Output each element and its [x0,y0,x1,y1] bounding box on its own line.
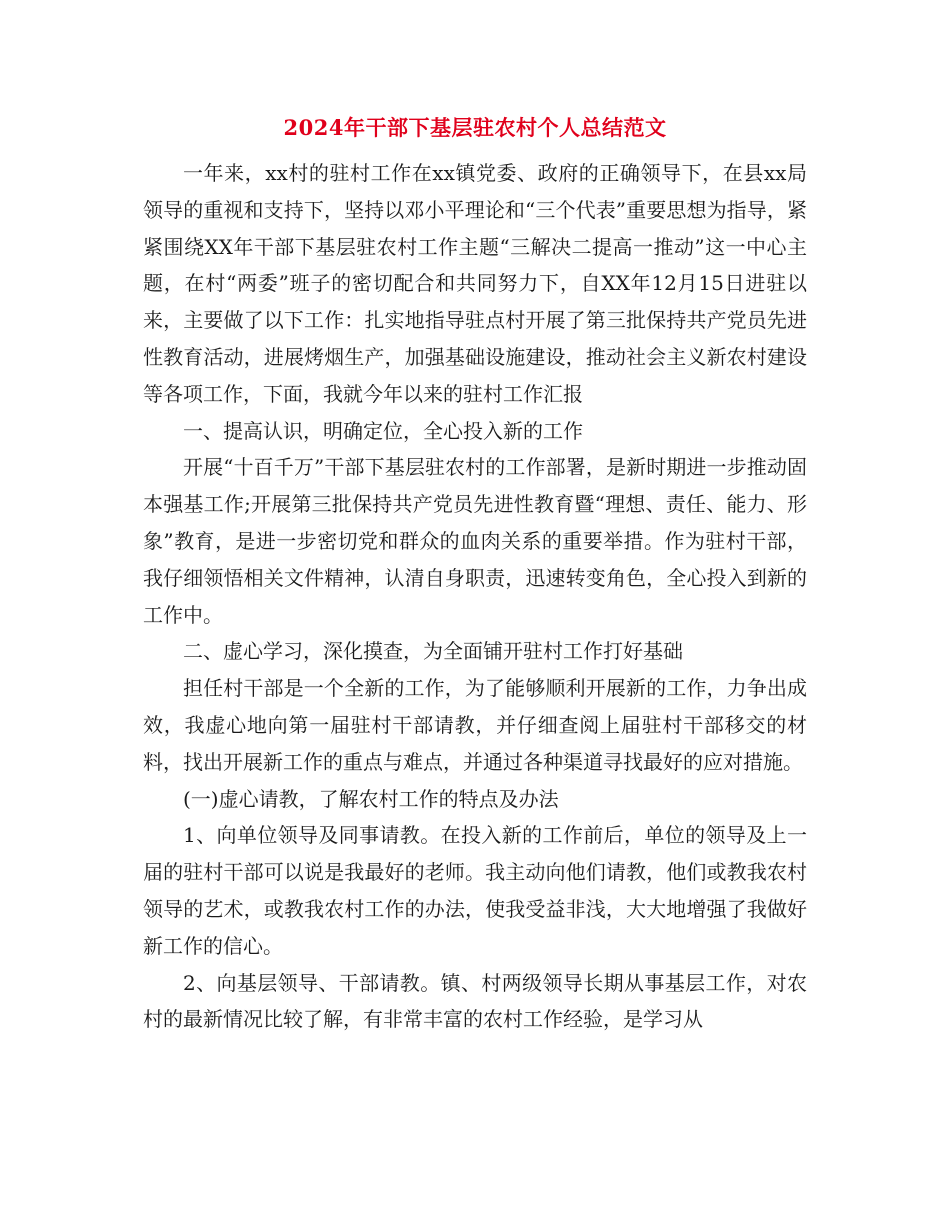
paragraph: 开展“十百千万”干部下基层驻农村的工作部署，是新时期进一步推动固本强基工作;开展第三批保持共产党员先进性教育暨“理想、责任、能力、形象”教育，是进一步密切党和群众的血肉关系的重要举措。作为驻村干部，我仔细领悟相关文件精神，认清自身职责，迅速转变角色，全心投入到新的工作中。 [143,455,807,627]
document-title: 2024年干部下基层驻农村个人总结范文 [283,115,667,140]
paragraph: 一年来，xx村的驻村工作在xx镇党委、政府的正确领导下，在县xx局领导的重视和支持下，坚持以邓小平理论和“三个代表”重要思想为指导，紧紧围绕XX年干部下基层驻农村工作主题“三解决二提高一推动”这一中心主题，在村“两委”班子的密切配合和共同努力下，自XX年12月15日进驻以来，主要做了以下工作：扎实地指导驻点村开展了第三批保持共产党员先进性教育活动，进展烤烟生产，加强基础设施建设，推动社会主义新农村建设等各项工作，下面，我就今年以来的驻村工作汇报 [143,161,807,406]
document-body [143,155,807,1038]
section-heading: 二、虚心学习，深化摸查，为全面铺开驻村工作打好基础 [183,639,683,664]
paragraph: 1、向单位领导及同事请教。在投入新的工作前后，单位的领导及上一届的驻村干部可以说是我最好的老师。我主动向他们请教，他们或教我农村领导的艺术，或教我农村工作的办法，使我受益非浅，大大地增强了我做好新工作的信心。 [143,823,807,958]
paragraph: 2、向基层领导、干部请教。镇、村两级领导长期从事基层工作，对农村的最新情况比较了解，有非常丰富的农村工作经验，是学习从 [143,970,807,1032]
section-heading: 一、提高认识，明确定位，全心投入新的工作 [183,418,583,443]
paragraph: 担任村干部是一个全新的工作，为了能够顺利开展新的工作，力争出成效，我虚心地向第一届驻村干部请教，并仔细查阅上届驻村干部移交的材料，找出开展新工作的重点与难点，并通过各种渠道寻找最好的应对措施。 [143,676,807,774]
subsection-heading: (一)虚心请教，了解农村工作的特点及办法 [183,786,559,811]
